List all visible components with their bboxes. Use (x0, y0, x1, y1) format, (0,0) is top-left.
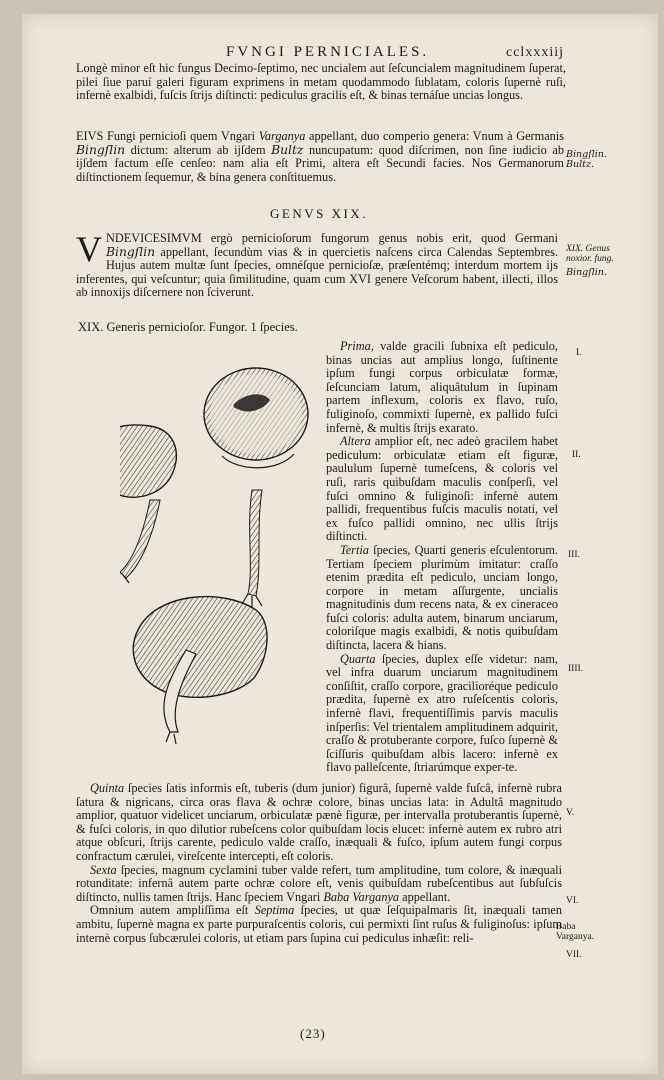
genera-text-lead: EIVS Fungi pernicioſi quem Vngari (76, 129, 259, 143)
species-7-text: ſpecies, ut quæ ſeſquipalmaris ſit, inæquali tamen ambitu, ſupernè magna ex parte purpuraſcentis coloris, cui permixti ſint ruſus & fuliginoſus: ipſum internè corpus ſubcærulei coloris, ut etiam pars ſupina cui pediculus inhæſit: reli- (76, 903, 563, 945)
species-1 (326, 340, 558, 435)
species-3 (326, 544, 558, 653)
species-3-text: ſpecies, Quarti generis eſculentorum. Tertiam ſpeciem plurimùm imitatur: craſſo etenim prædita eſt pediculo, unciam longo, corpore in metam aſſurgente, uncialis magnitudinis dum recens nata, & ex cineraceo fuſci coloris: adulta autem, binarum unciarum, coloriſque magis exalbidi, & notis quibuſdam diſtincta, lacera & hians. (326, 542, 558, 653)
margin-note-baba: Baba Varganya. (556, 922, 595, 942)
species-7-lead: Omnium autem ampliſſima eſt (90, 903, 255, 918)
species-7 (76, 904, 562, 945)
margin-numeral-5: V. (566, 808, 575, 818)
page-number: (23) (300, 1026, 326, 1041)
species-1-text: , valde gracili ſubnixa eſt pediculo, binas uncias aut amplius longo, ſuſtinente ipſum fungi corpus orbiculatæ formæ, ſeſcunciam latum, aliquâtulum in ſupinam partem inflexum, coloris ex flavo, ruſo, fuliginoſo, commixti ſupernè, ex pallido fuſci infernè, & multis ſtrijs exarato. (326, 339, 558, 435)
genera-text-mid1: appellant, duo comperio genera: Vnum à Germanis (305, 129, 565, 143)
drop-capital: V (76, 229, 102, 269)
page-roman-numeral: cclxxxiij (506, 45, 564, 60)
genus-paragraph (76, 229, 558, 300)
mushroom-top-right (204, 368, 308, 608)
figure-caption: XIX. Generis pernicioſor. Fungor. 1 ſpecies. (78, 320, 298, 334)
term-varganya: Varganya (258, 129, 306, 143)
species-6 (76, 864, 562, 905)
term-bingslin-2: Bingſlin (106, 244, 156, 259)
intro-paragraph: Longè minor eſt hic fungus Decimo-ſeptimo, nec uncialem aut ſeſcuncialem magnitudinem ſuperat, pilei ſiue paruí galeri figuram exprimens in metam quodammodo ſublatam, coloris ſupernè ruſi, infernè exalbidi, fuſcis ſtrijs diſtincti: pediculus gracilis eſt, & binas ternáſue uncias longus. (76, 61, 566, 103)
species-2-text: amplior eſt, nec adeò gracilem habet pediculum: orbiculatæ etiam eſt figuræ, paululum ſupernè tumeſcens, & coloris vel ruſi, raris quibuſdam maculis conſperſi, vel fuſci omnino & fuliginoſi: infernè autem pallidi, frequentibus fuſcis maculis notati, vel ex fuſco pallidi omnino, nec ullis ſtrijs diſtincti. (326, 434, 558, 544)
species-6-text: ſpecies, magnum cyclamini tuber valde refert, tum amplitudine, tum colore, & inæquali rotunditate: infernâ autem parte ochræ colore eſt, venis quibuſdam rubeſcentibus aut ſubſuſcis diſtincto, nullis tamen ſtrijs. Hanc ſpeciem Vngari (76, 862, 562, 904)
species-1-name: Prima (340, 339, 371, 353)
genera-text-mid2: dictum: alterum ab ijſdem (125, 142, 272, 157)
margin-note-genus: XIX. Genus noxior. fung. (566, 244, 614, 264)
species-2 (326, 435, 558, 544)
species-4-text: ſpecies, duplex eſſe videtur: nam, vel infra duarum unciarum magnitudinem conſiſtit, craſſo corpore, gracilioréque pediculo prædita, ſupernè ex atro ruſeſcentis coloris, infernè flavi, frequentiſſimis parvis maculis inſperſis: Vel trientalem amplitudinem adquirit, craſſo & protuberante corpore, fuſco ſupernè & ſciſſuris quibuſdam albis lacero: infernè ex flavo palleſcente, ſtriarúmque exper-te. (326, 651, 558, 775)
species-6-tail: appellant. (399, 889, 451, 904)
margin-numeral-7: VII. (566, 950, 582, 960)
margin-numeral-4: IIII. (568, 664, 584, 674)
term-bultz: Bultz (271, 142, 304, 157)
species-6-name: Sexta (90, 862, 117, 877)
species-3-name: Tertia (340, 542, 369, 557)
species-2-name: Altera (340, 434, 371, 449)
species-7-name: Septima (254, 903, 295, 918)
term-baba-varganya: Baba Varganya (323, 889, 400, 904)
species-5-text: ſpecies ſatis informis eſt, tuberis (dum junior) figurâ, ſupernè valde fuſcâ, infernè rubra ſatura & nigricans, circa oras flava & ochræ colore, binas uncias lata: in Adultâ magnitudo amplior, quatuor videlicet unciarum, orbiculatæ pænè figuræ, per intervalla protuberantis ſupernè, & fuſci coloris, in quo dilutior rubeſcens color quibuſdam locis elucet: infernè autem ex rubro atri atque obſcuri, ſtrijs carente, pediculo valde craſſo, inæquali & fuſco, ipſum autem fungi corpus confractum cærulei, vireſcente intercepti, eſt coloris. (76, 781, 562, 863)
margin-numeral-3: III. (568, 550, 580, 560)
species-5 (76, 782, 562, 864)
species-full-width (76, 782, 562, 945)
genera-paragraph (76, 130, 564, 184)
margin-numeral-6: VI. (566, 896, 579, 906)
mushroom-woodcut-illustration (120, 360, 320, 760)
mushroom-left (120, 425, 176, 583)
genus-text-lead: NDEVICESIMVM ergò pernicioſorum fungorum genus nobis erit, quod Germani (106, 231, 558, 245)
margin-note-names: Bingſlin. Bultz. (566, 149, 607, 170)
mushroom-bottom (133, 597, 267, 744)
species-4 (326, 653, 558, 775)
species-column (326, 340, 558, 775)
running-title: FVNGI PERNICIALES. (226, 44, 430, 60)
genus-text-tail: appellant, ſecundùm vias & in quercietis naſcens circa Calendas Septembres. Hujus autem multæ ſunt ſpecies, omnéſque pernicioſæ, præſentémq; interdum mortem ijs inferentes, qui veſcuntur; quia ſimilitudine, quam cum XVI genere Veſcorum habent, illecti, illos ab innoxijs diſcernere non ſciverunt. (76, 244, 558, 300)
margin-numeral-1: I. (576, 348, 582, 358)
term-bingslin: Bingſlin (76, 142, 126, 157)
margin-numeral-2: II. (572, 450, 581, 460)
genus-heading: GENVS XIX. (270, 206, 368, 221)
species-4-name: Quarta (340, 651, 376, 666)
genera-text-tail: nuncupatum: quod diſcrimen, non ſine iudicio ab ijſdem factum eſſe cenſeo: nam alia eſt Primi, altera eſt Secundi facies. Nos Germanorum diſtinctionem ſequemur, & bina genera conſtituemus. (76, 142, 564, 184)
margin-note-genus-name: Bingſlin. (566, 267, 607, 278)
species-5-name: Quinta (90, 781, 125, 795)
